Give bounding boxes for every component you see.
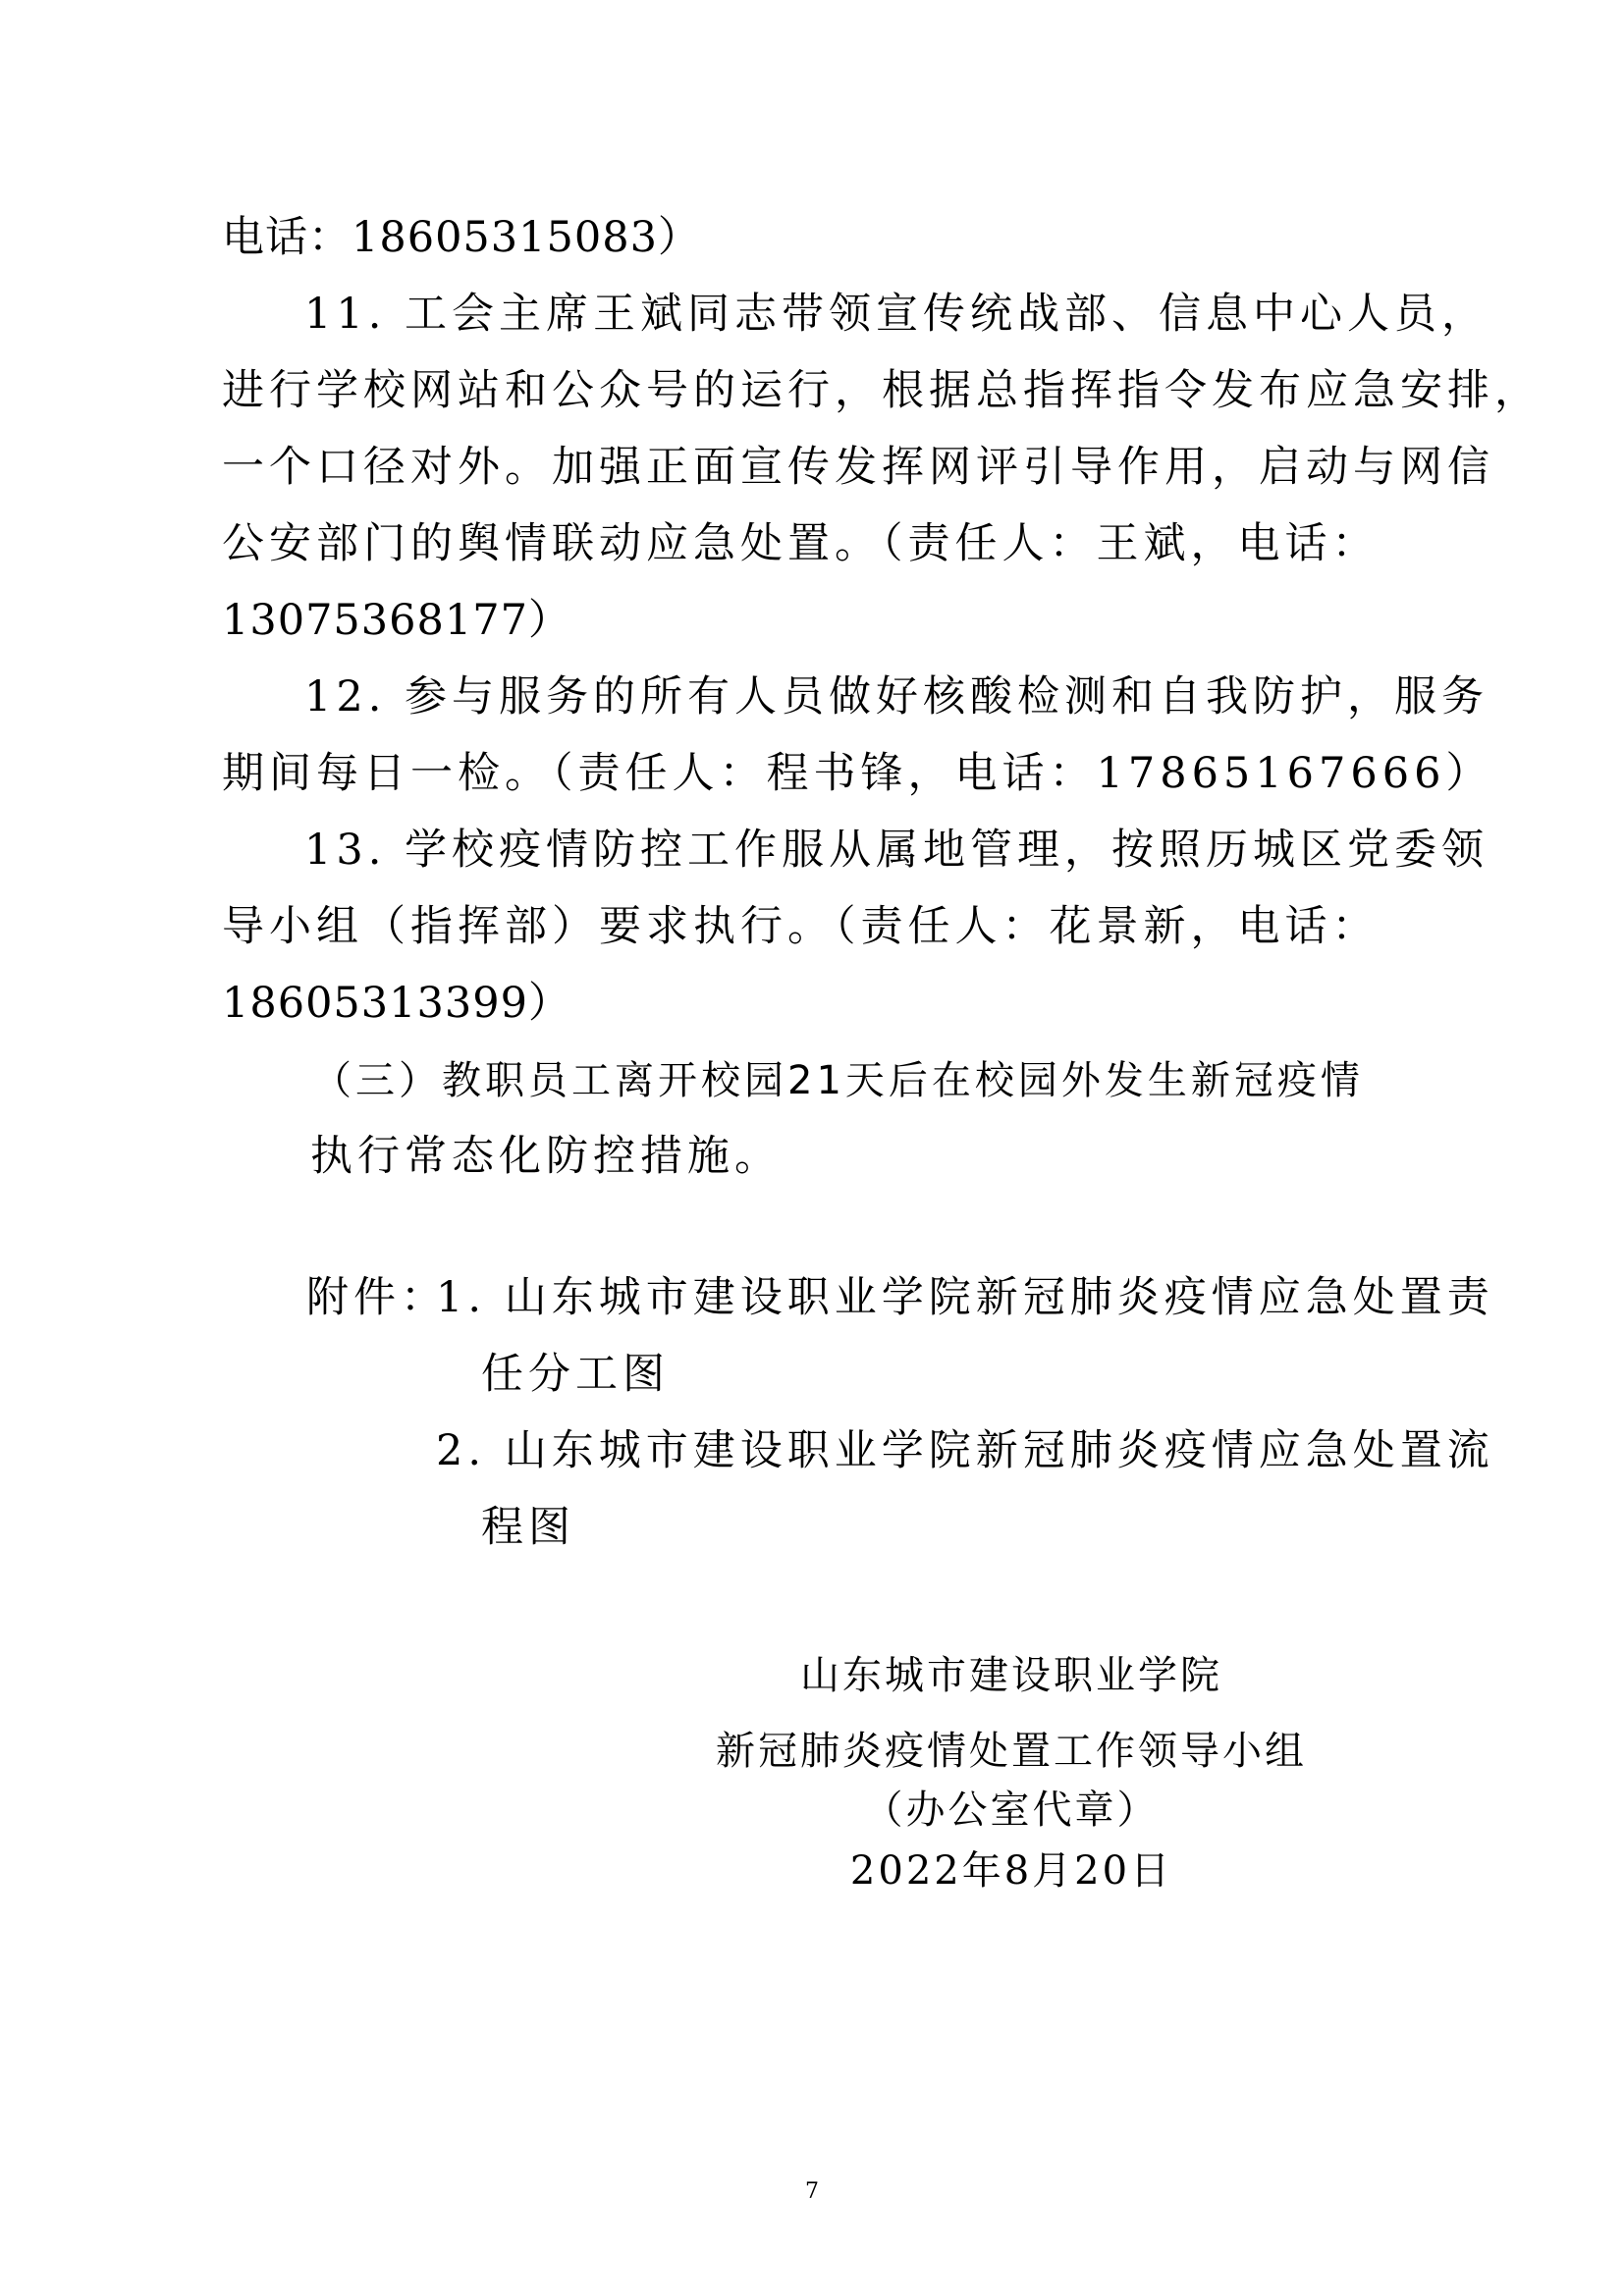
attachment-1-line-2: 任分工图 (481, 1350, 670, 1399)
body-line-10: 导小组（指挥部）要求执行。（责任人：花景新，电话： (222, 902, 1380, 951)
attachment-1-line-1: 1. 山东城市建设职业学院新冠肺炎疫情应急处置责 (436, 1273, 1494, 1322)
body-line-5: 公安部门的舆情联动应急处置。（责任人：王斌，电话： (222, 519, 1380, 568)
body-line-8: 期间每日一检。（责任人：程书锋，电话：17865167666） (222, 749, 1493, 798)
body-line-9: 13. 学校疫情防控工作服从属地管理，按照历城区党委领 (304, 826, 1489, 875)
body-line-4: 一个口径对外。加强正面宣传发挥网评引导作用，启动与网信 (222, 443, 1494, 492)
section-heading-line-1: （三）教职员工离开校园21天后在校园外发生新冠疫情 (312, 1058, 1364, 1103)
attachment-2-line-2: 程图 (481, 1503, 575, 1552)
attachment-2-line-1: 2. 山东城市建设职业学院新冠肺炎疫情应急处置流 (436, 1426, 1494, 1475)
body-line-2: 11. 工会主席王斌同志带领宣传统战部、信息中心人员， (304, 290, 1489, 339)
body-line-1: 电话：18605315083） (222, 213, 701, 262)
signature-seal-note: （办公室代章） (863, 1788, 1160, 1833)
body-line-3: 进行学校网站和公众号的运行，根据总指挥指令发布应急安排， (222, 366, 1542, 415)
body-line-7: 12. 参与服务的所有人员做好核酸检测和自我防护，服务 (304, 672, 1489, 721)
signature-org: 山东城市建设职业学院 (800, 1653, 1222, 1698)
body-line-6: 13075368177） (222, 596, 571, 645)
body-line-11: 18605313399） (222, 979, 571, 1028)
attachment-label: 附件： (306, 1273, 448, 1322)
page-number: 7 (805, 2179, 819, 2204)
section-heading-line-2: 执行常态化防控措施。 (310, 1132, 782, 1181)
signature-group: 新冠肺炎疫情处置工作领导小组 (716, 1729, 1307, 1774)
signature-date: 2022年8月20日 (849, 1848, 1173, 1894)
